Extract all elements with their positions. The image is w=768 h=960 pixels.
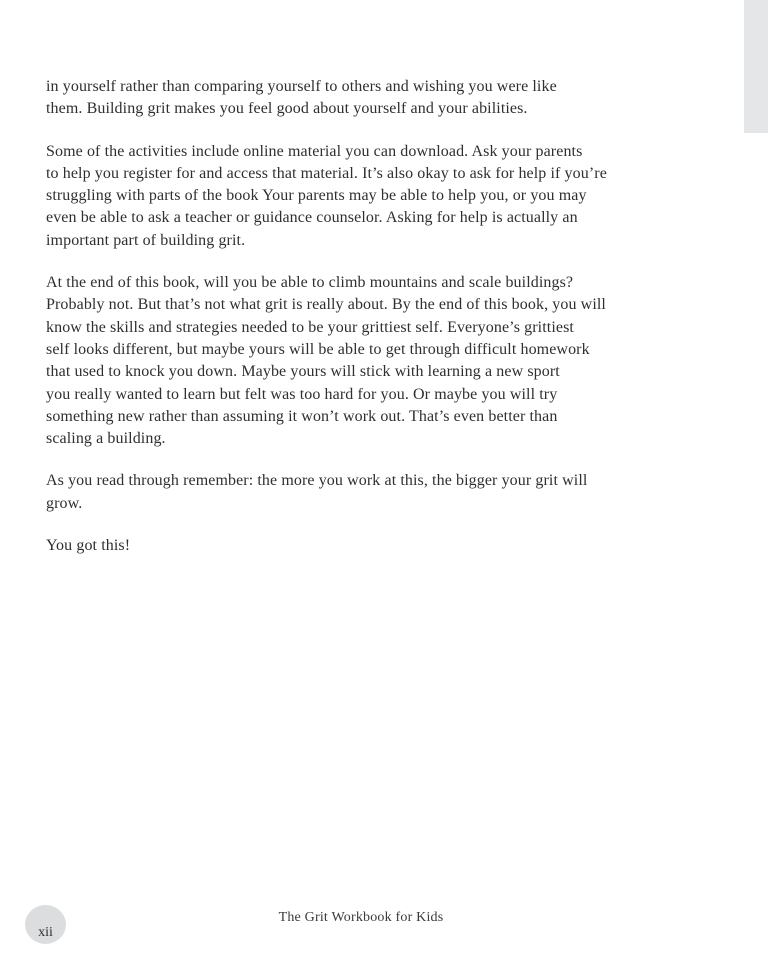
paragraph bbox=[46, 141, 736, 252]
page-number: xii bbox=[38, 925, 53, 940]
text-line: know the skills and strategies needed to be your grittiest self. Everyone’s grittiest bbox=[46, 318, 574, 336]
text-line: important part of building grit. bbox=[46, 231, 246, 249]
text-line: even be able to ask a teacher or guidance counselor. Asking for help is actually an bbox=[46, 209, 578, 227]
text-line: in yourself rather than comparing yourself to others and wishing you were like bbox=[46, 78, 557, 95]
text-line: As you read through remember: the more you work at this, the bigger your grit will bbox=[46, 472, 588, 490]
footer-book-title: The Grit Workbook for Kids bbox=[278, 910, 444, 925]
page-number-badge bbox=[25, 905, 66, 944]
text-line: Some of the activities include online material you can download. Ask your parents bbox=[46, 142, 583, 160]
paragraph bbox=[46, 470, 736, 515]
body-text bbox=[46, 76, 736, 557]
text-line: that used to knock you down. Maybe yours will stick with learning a new sport bbox=[46, 363, 560, 381]
text-line: you really wanted to learn but felt was too hard for you. Or maybe you will try bbox=[46, 385, 558, 403]
paragraph bbox=[46, 535, 736, 557]
text-line: Probably not. But that’s not what grit is really about. By the end of this book, you will bbox=[46, 296, 606, 314]
text-line: At the end of this book, will you be able to climb mountains and scale buildings? bbox=[46, 274, 574, 292]
paragraph bbox=[46, 272, 736, 450]
text-line: to help you register for and access that material. It’s also okay to ask for help if you’re bbox=[46, 164, 607, 182]
text-line: scaling a building. bbox=[46, 430, 166, 448]
chapter-edge-tab bbox=[744, 0, 768, 133]
text-line: grow. bbox=[46, 494, 83, 512]
text-line: self looks different, but maybe yours will be able to get through difficult homework bbox=[46, 340, 590, 358]
text-line: them. Building grit makes you feel good about yourself and your abilities. bbox=[46, 100, 528, 118]
text-line: struggling with parts of the book Your parents may be able to help you, or you may bbox=[46, 187, 587, 205]
text-line: something new rather than assuming it won’t work out. That’s even better than bbox=[46, 407, 558, 425]
paragraph bbox=[46, 76, 736, 121]
text-line: You got this! bbox=[46, 537, 131, 555]
